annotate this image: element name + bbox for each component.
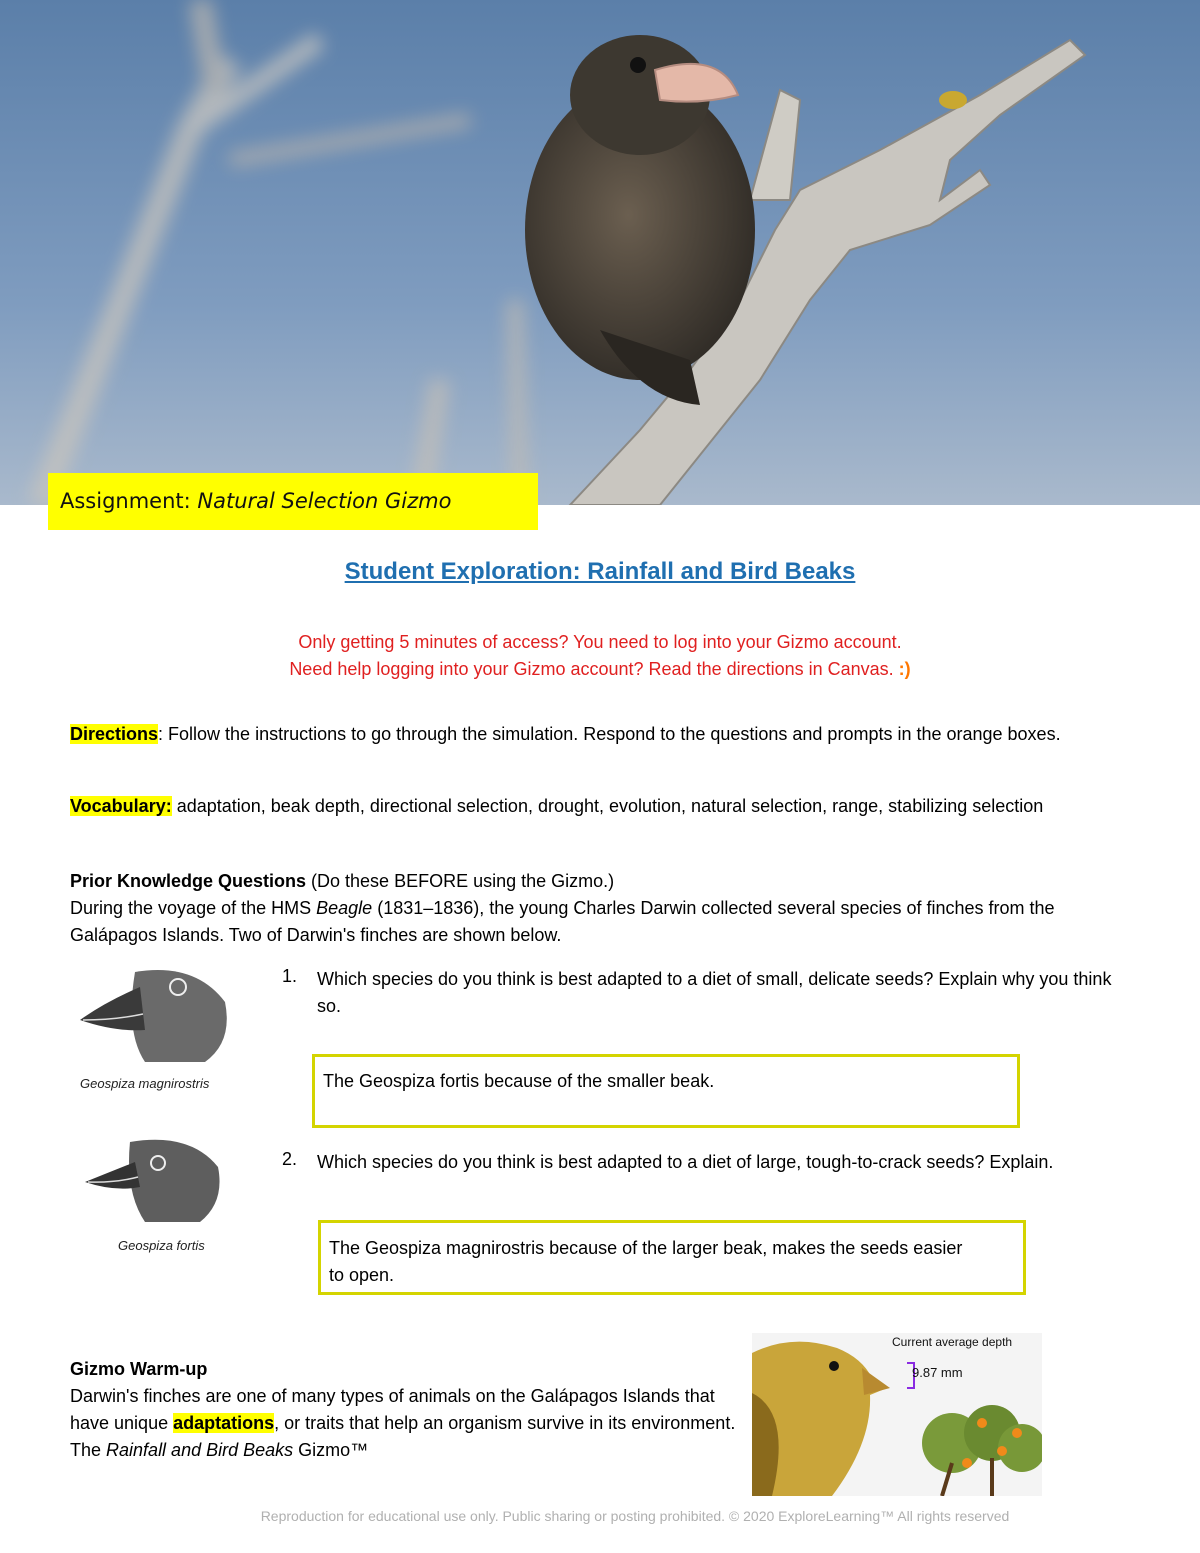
question-1-text: Which species do you think is best adapted to a diet of small, delicate seeds? Explain why you think so. (317, 969, 1112, 1016)
directions (70, 721, 1130, 748)
vocabulary-label: Vocabulary: (70, 796, 172, 816)
gizmo-figure-value: 9.87 mm (912, 1365, 963, 1380)
answer-box-2[interactable] (318, 1220, 1026, 1295)
caption-magnirostris: Geospiza magnirostris (80, 1076, 210, 1091)
assignment-prefix: Assignment: (60, 489, 191, 513)
answer-box-1[interactable] (312, 1054, 1020, 1128)
page-title: Student Exploration: Rainfall and Bird Beaks (344, 558, 856, 585)
notice-line-1: Only getting 5 minutes of access? You need to log into your Gizmo account. (298, 632, 902, 652)
prior-intro-ship: Beagle (316, 898, 373, 918)
prior-intro-a: During the voyage of the HMS (70, 898, 317, 918)
prior-knowledge (70, 868, 1130, 949)
assignment-banner (48, 473, 538, 530)
question-2-number: 2. (282, 1149, 298, 1169)
directions-text: : Follow the instructions to go through the simulation. Respond to the questions and prompts in the orange boxes. (158, 724, 1061, 744)
directions-label: Directions (70, 724, 159, 744)
footer: Reproduction for educational use only. Public sharing or posting prohibited. © 2020 ExploreLearning™ All rights reserved (260, 1508, 1010, 1524)
finch-magnirostris-drawing (75, 962, 235, 1067)
caption-fortis: Geospiza fortis (118, 1238, 205, 1253)
gizmo-figure-label: Current average depth (892, 1335, 1013, 1349)
hero-finch-photo (0, 0, 1200, 505)
answer-2-text: The Geospiza magnirostris because of the larger beak, makes the seeds easier to open. (329, 1238, 963, 1285)
warmup-highlight: adaptations (173, 1413, 275, 1433)
warmup-heading: Gizmo Warm-up (70, 1359, 208, 1379)
prior-note: (Do these BEFORE using the Gizmo.) (306, 871, 615, 891)
gizmo-beak-figure (752, 1333, 1042, 1496)
prior-heading: Prior Knowledge Questions (70, 871, 307, 891)
finch-fortis-drawing (80, 1127, 230, 1227)
assignment-name: Natural Selection Gizmo (197, 489, 452, 513)
answer-1-text: The Geospiza fortis because of the smaller beak. (323, 1071, 715, 1091)
question-1-number: 1. (282, 966, 298, 986)
notice-line-2-text: Need help logging into your Gizmo account? Read the directions in Canvas. (289, 659, 899, 679)
smiley: :) (898, 659, 911, 679)
gizmo-warmup (70, 1356, 740, 1464)
prior-intro-b: (1831–1836), the young Charles Darwin collected several species of finches from the Galápagos Islands. Two of Darwin's finches are shown below. (70, 898, 1055, 945)
warmup-text-a: Darwin's finches are one of many types of animals on the Galápagos Islands that have unique (70, 1386, 715, 1433)
vocabulary-text: adaptation, beak depth, directional selection, drought, evolution, natural selection, range, stabilizing selection (171, 796, 1044, 816)
question-2-text: Which species do you think is best adapted to a diet of large, tough-to-crack seeds? Explain. (317, 1152, 1054, 1172)
warmup-gizmo-name: Rainfall and Bird Beaks (106, 1440, 294, 1460)
notice-line-2 (0, 659, 1200, 680)
vocabulary (70, 793, 1130, 820)
warmup-text-b: , or traits that help an organism survive in its environment. The (70, 1413, 736, 1460)
warmup-text-c: Gizmo™ (293, 1440, 369, 1460)
